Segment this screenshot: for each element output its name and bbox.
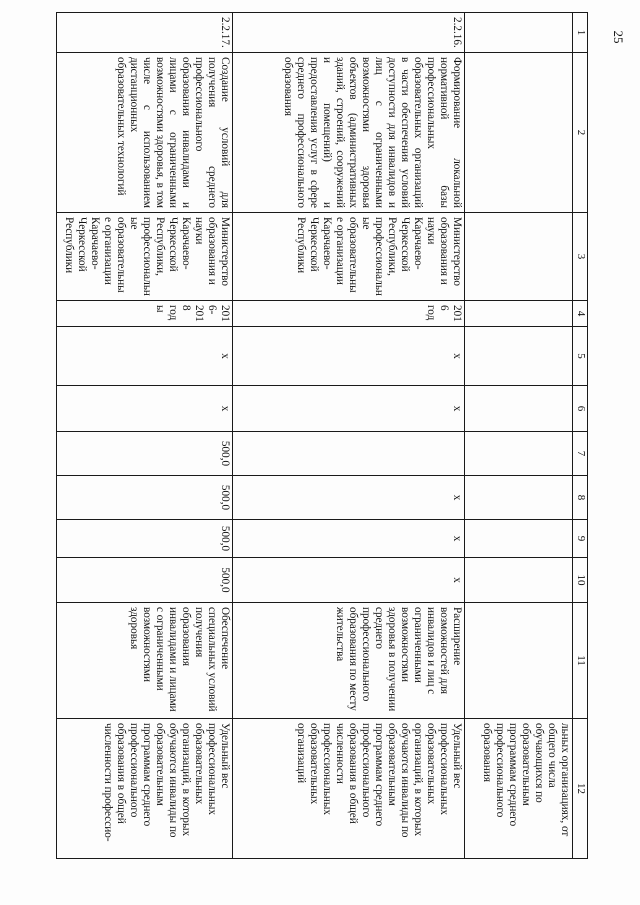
table-row <box>233 13 465 859</box>
column-number: 11 <box>573 603 588 719</box>
column-number: 1 <box>573 13 588 53</box>
value-cell <box>233 432 465 476</box>
value-cell <box>465 476 573 520</box>
indicator-cell: льных организациях, от общего числа обучающихся по образовательным программам среднего профессионального образования <box>465 719 573 859</box>
value-cell: 500,0 <box>57 476 233 520</box>
period-cell: 2016-2018 годы <box>57 301 233 327</box>
executor-cell <box>465 213 573 301</box>
item-number-cell: 2.2.17. <box>57 13 233 53</box>
value-cell <box>465 386 573 432</box>
item-number-cell <box>465 13 573 53</box>
table-row <box>465 13 573 859</box>
value-cell: х <box>57 327 233 386</box>
value-cell: х <box>233 386 465 432</box>
executor-cell: Министерство образования и науки Карачаево-Черкесской Республики, профессиональные образовательные организации Карачаево-Черкесской Республики <box>57 213 233 301</box>
value-cell: х <box>57 386 233 432</box>
period-cell <box>465 301 573 327</box>
column-number: 12 <box>573 719 588 859</box>
column-number: 2 <box>573 53 588 213</box>
value-cell: 500,0 <box>57 520 233 558</box>
column-number: 6 <box>573 386 588 432</box>
activity-cell <box>465 53 573 213</box>
value-cell <box>465 558 573 603</box>
value-cell: х <box>233 476 465 520</box>
table-row <box>57 13 233 859</box>
page-number: 25 <box>611 30 626 44</box>
column-number-row <box>573 13 588 859</box>
column-number: 7 <box>573 432 588 476</box>
item-number-cell: 2.2.16. <box>233 13 465 53</box>
value-cell <box>465 520 573 558</box>
expected-result-cell: Обеспечение специальных условий получения образования инвалидами и лицами с ограниченными возможностями здоровья <box>57 603 233 719</box>
program-activities-table <box>56 12 588 859</box>
column-number: 5 <box>573 327 588 386</box>
rotated-table-container <box>56 12 588 858</box>
value-cell: х <box>233 558 465 603</box>
column-number: 3 <box>573 213 588 301</box>
period-cell: 2016 год <box>233 301 465 327</box>
value-cell: 500,0 <box>57 558 233 603</box>
expected-result-cell: Расширение возможностей для инвалидов и лиц с ограниченными возможностями здоровья в получении среднего профессионального образования по месту жительства <box>233 603 465 719</box>
activity-cell: Формирование локальной нормативной базы профессиональных образовательных организаций в части обеспечения условий доступности для инвалидов и лиц с ограниченными возможностями здоровья объектов (административных зданий, строений, сооружений и помещений) и предоставления услуг в сфере среднего профессионального образования <box>233 53 465 213</box>
value-cell: х <box>233 327 465 386</box>
value-cell: 500,0 <box>57 432 233 476</box>
column-number: 8 <box>573 476 588 520</box>
column-number: 10 <box>573 558 588 603</box>
executor-cell: Министерство образования и науки Карачаево-Черкесской Республики, профессиональные образовательные организации Карачаево-Черкесской Республики <box>233 213 465 301</box>
expected-result-cell <box>465 603 573 719</box>
value-cell <box>465 432 573 476</box>
activity-cell: Создание условий для получения среднего профессионального образования инвалидами и лицами с ограниченными возможностями здоровья, в том числе с использованием дистанционных образовательных технологий <box>57 53 233 213</box>
column-number: 9 <box>573 520 588 558</box>
column-number: 4 <box>573 301 588 327</box>
indicator-cell: Удельный вес профессиональных образовательных организаций, в которых обучаются инвалиды по образовательным программам среднего профессионального образования в общей численности профессиональных образовательных организаций <box>233 719 465 859</box>
value-cell <box>465 327 573 386</box>
value-cell: х <box>233 520 465 558</box>
indicator-cell: Удельный вес профессиональных образовательных организаций, в которых обучаются инвалиды по образовательным программам среднего профессионального образования в общей численности профессио- <box>57 719 233 859</box>
